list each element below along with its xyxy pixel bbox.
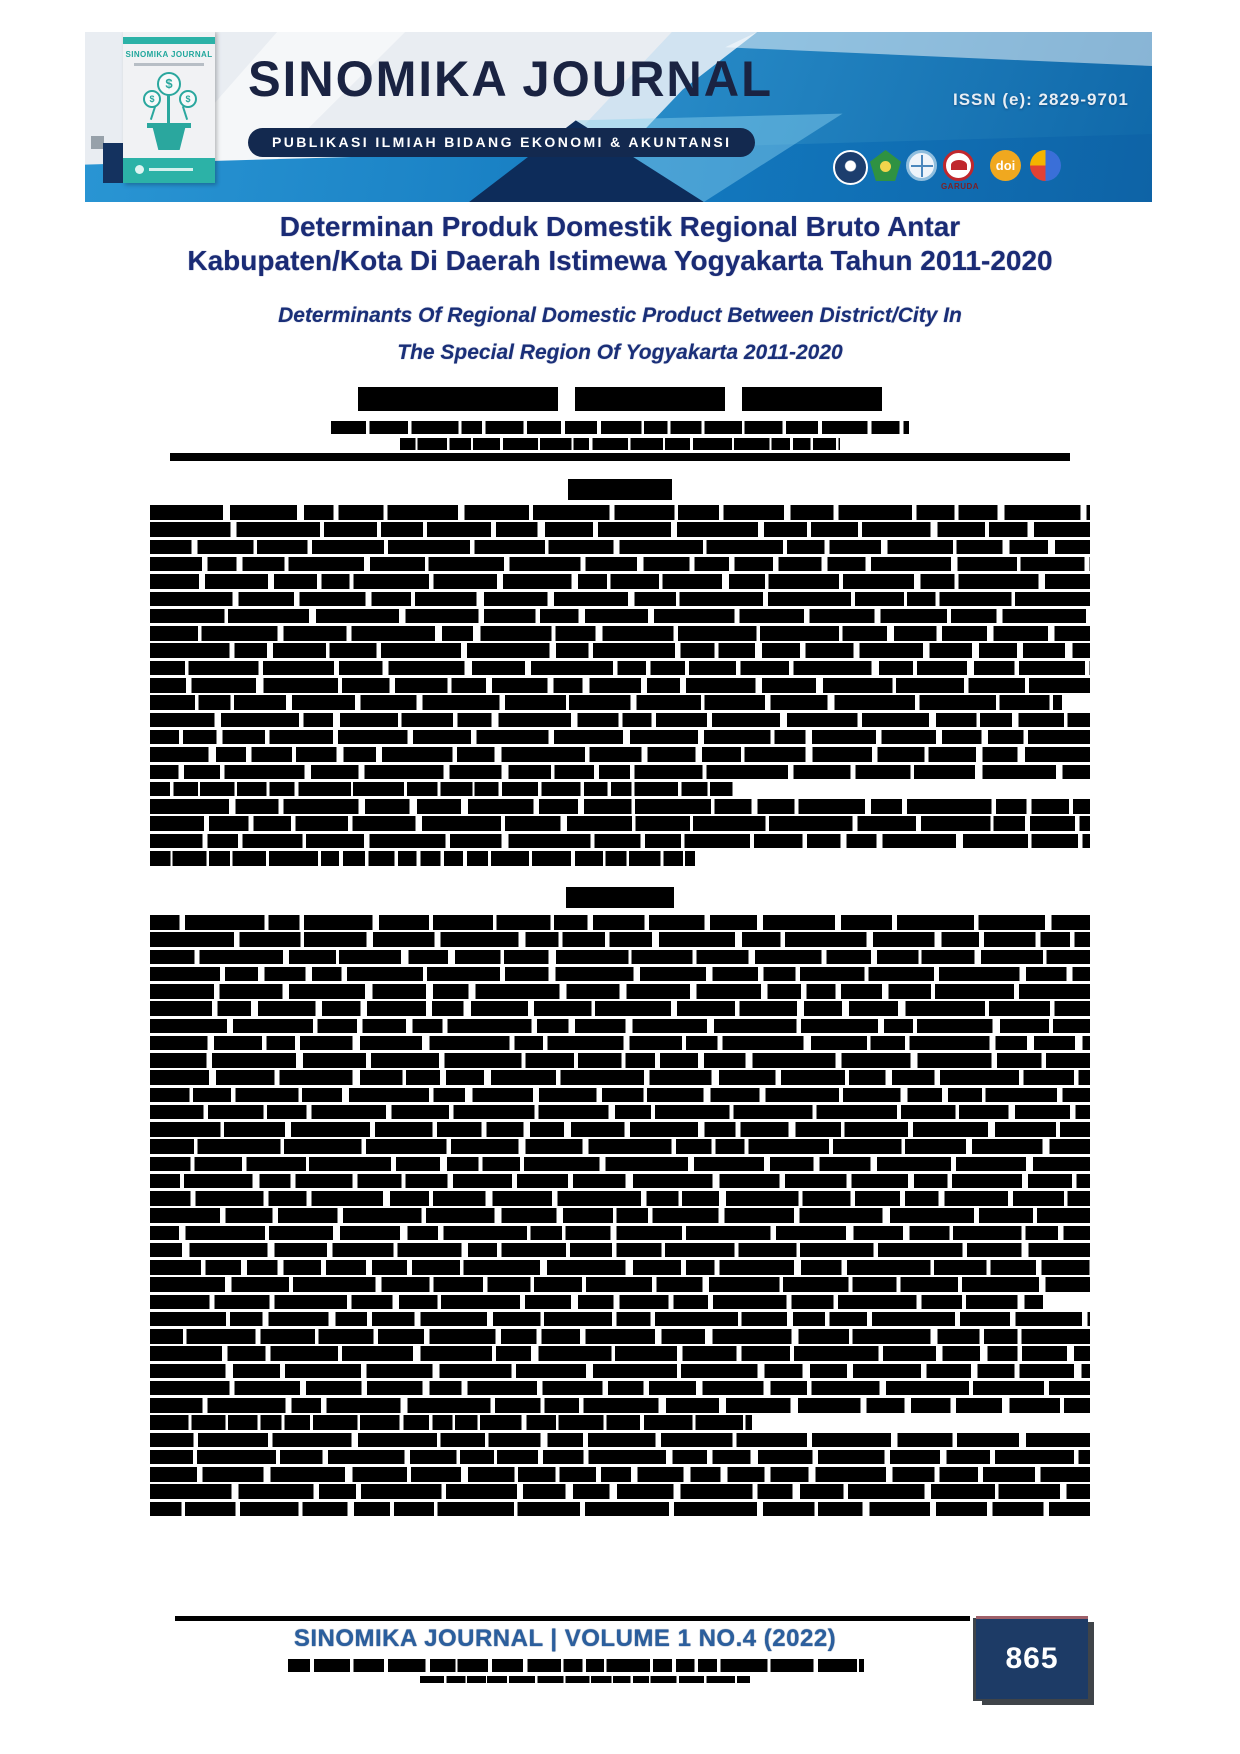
redacted-text-line (150, 661, 1090, 676)
redacted-text-line (150, 643, 1090, 658)
redacted-text-line (150, 522, 1090, 537)
redacted-text-line (150, 782, 733, 797)
redacted-text-line (150, 557, 1090, 572)
redacted-text-line (150, 1295, 1043, 1310)
cover-publisher-text-redacted (149, 168, 193, 171)
dollar-coin-icon: $ (143, 90, 161, 108)
page-number-badge: 865 (976, 1616, 1088, 1699)
redacted-text-line (150, 950, 1090, 965)
footer-link2-redacted (420, 1676, 750, 1683)
money-plant-icon (182, 106, 188, 120)
author-name-redacted (742, 387, 882, 411)
redacted-text-line (150, 1157, 1090, 1172)
redacted-text-line (150, 915, 1090, 930)
footer-link-redacted (288, 1659, 864, 1672)
redacted-text-line (150, 1088, 1090, 1103)
dollar-coin-icon: $ (157, 72, 181, 96)
cover-title: SINOMIKA JOURNAL (125, 50, 213, 59)
redacted-text-line (150, 1208, 1090, 1223)
redacted-text-line (150, 713, 1090, 728)
footer-divider-rule (175, 1616, 970, 1621)
redacted-text-line (150, 967, 1090, 982)
redacted-text-line (150, 932, 1090, 947)
abstrak-heading-redacted (568, 479, 672, 500)
issn-label: ISSN (e): 2829-9701 (953, 90, 1129, 109)
redacted-text-line (150, 609, 1090, 624)
redacted-text-line (150, 1381, 1090, 1396)
redacted-text-line (150, 1226, 1090, 1241)
indexing-wheel-logo (906, 150, 937, 181)
footer-journal-line: SINOMIKA JOURNAL | VOLUME 1 NO.4 (2022) (293, 1625, 837, 1652)
redacted-text-line (150, 765, 1090, 780)
redacted-text-line (150, 1484, 1090, 1499)
redacted-text-line (150, 1364, 1090, 1379)
redacted-text-line (150, 1329, 1090, 1344)
redacted-text-line (150, 1036, 1090, 1051)
redacted-text-line (150, 1001, 1090, 1016)
redacted-text-line (150, 747, 1090, 762)
journal-name: SINOMIKA JOURNAL (248, 51, 774, 107)
money-plant-icon (167, 94, 170, 126)
redacted-text-line (150, 851, 695, 866)
redacted-text-line (150, 574, 1090, 589)
abstract-heading-redacted (566, 887, 674, 908)
redacted-text-line (150, 1105, 1090, 1120)
redacted-text-line (150, 1070, 1090, 1085)
redacted-text-line (150, 1243, 1090, 1258)
redacted-text-line (150, 695, 1062, 710)
author-name-redacted (358, 387, 558, 411)
cover-top-bar (123, 37, 215, 44)
redacted-text-line (150, 1139, 1090, 1154)
redacted-text-line (150, 730, 1090, 745)
redacted-text-line (150, 540, 1090, 555)
redacted-text-line (150, 678, 1090, 693)
journal-cover-thumbnail (123, 32, 215, 183)
redacted-text-line (150, 1502, 1090, 1517)
cover-subtitle-redacted (134, 63, 204, 66)
author-name-redacted (575, 387, 725, 411)
redacted-text-line (150, 984, 1090, 999)
redacted-text-line (150, 1122, 1090, 1137)
authors-redacted (150, 387, 1090, 411)
journal-banner (85, 32, 1152, 202)
article-title-line2: Kabupaten/Kota Di Daerah Istimewa Yogyakarta Tahun 2011-2020 (187, 245, 1053, 276)
dollar-coin-icon: $ (179, 90, 197, 108)
redacted-text-line (150, 1467, 1090, 1482)
redacted-text-line (150, 626, 1090, 641)
article-subtitle-line2: The Special Region Of Yogyakarta 2011-2020 (397, 341, 843, 364)
redacted-text-line (150, 1346, 1090, 1361)
redacted-text-line (150, 592, 1090, 607)
redacted-text-line (150, 1277, 1090, 1292)
redacted-text-line (150, 505, 1090, 520)
cover-publisher-logo (135, 165, 144, 174)
journal-tagline: PUBLIKASI ILMIAH BIDANG EKONOMI & AKUNTANSI (248, 128, 755, 157)
garuda-label: GARUDA (940, 182, 980, 191)
redacted-text-line (150, 1450, 1090, 1465)
redacted-text-line (150, 1415, 752, 1430)
redacted-text-line (150, 1174, 1090, 1189)
garuda-logo (943, 150, 974, 181)
redacted-text-line (150, 799, 1090, 814)
redacted-text-line (150, 816, 1090, 831)
plant-pot-icon (150, 126, 188, 150)
redacted-text-line (150, 1019, 1090, 1034)
money-plant-icon (150, 106, 156, 120)
header-divider-rule (170, 453, 1070, 461)
redacted-text-line (150, 1398, 1090, 1413)
redacted-text-line (150, 1053, 1090, 1068)
article-subtitle-line1: Determinants Of Regional Domestic Product Between District/City In (278, 304, 962, 327)
redacted-text-line (150, 1433, 1090, 1448)
redacted-text-line (150, 834, 1090, 849)
article-title-english (150, 297, 1090, 371)
redacted-text-line (150, 1312, 1090, 1327)
kemdikbud-logo (833, 150, 868, 185)
doi-logo: doi (990, 150, 1021, 181)
scholar-logo (1030, 150, 1061, 181)
email-redacted (400, 438, 840, 450)
affiliation-redacted (331, 421, 909, 434)
article-title-indonesian (150, 210, 1090, 278)
redacted-text-line (150, 1260, 1090, 1275)
redacted-text-line (150, 1191, 1090, 1206)
article-title-line1: Determinan Produk Domestik Regional Bruto Antar (279, 211, 961, 242)
